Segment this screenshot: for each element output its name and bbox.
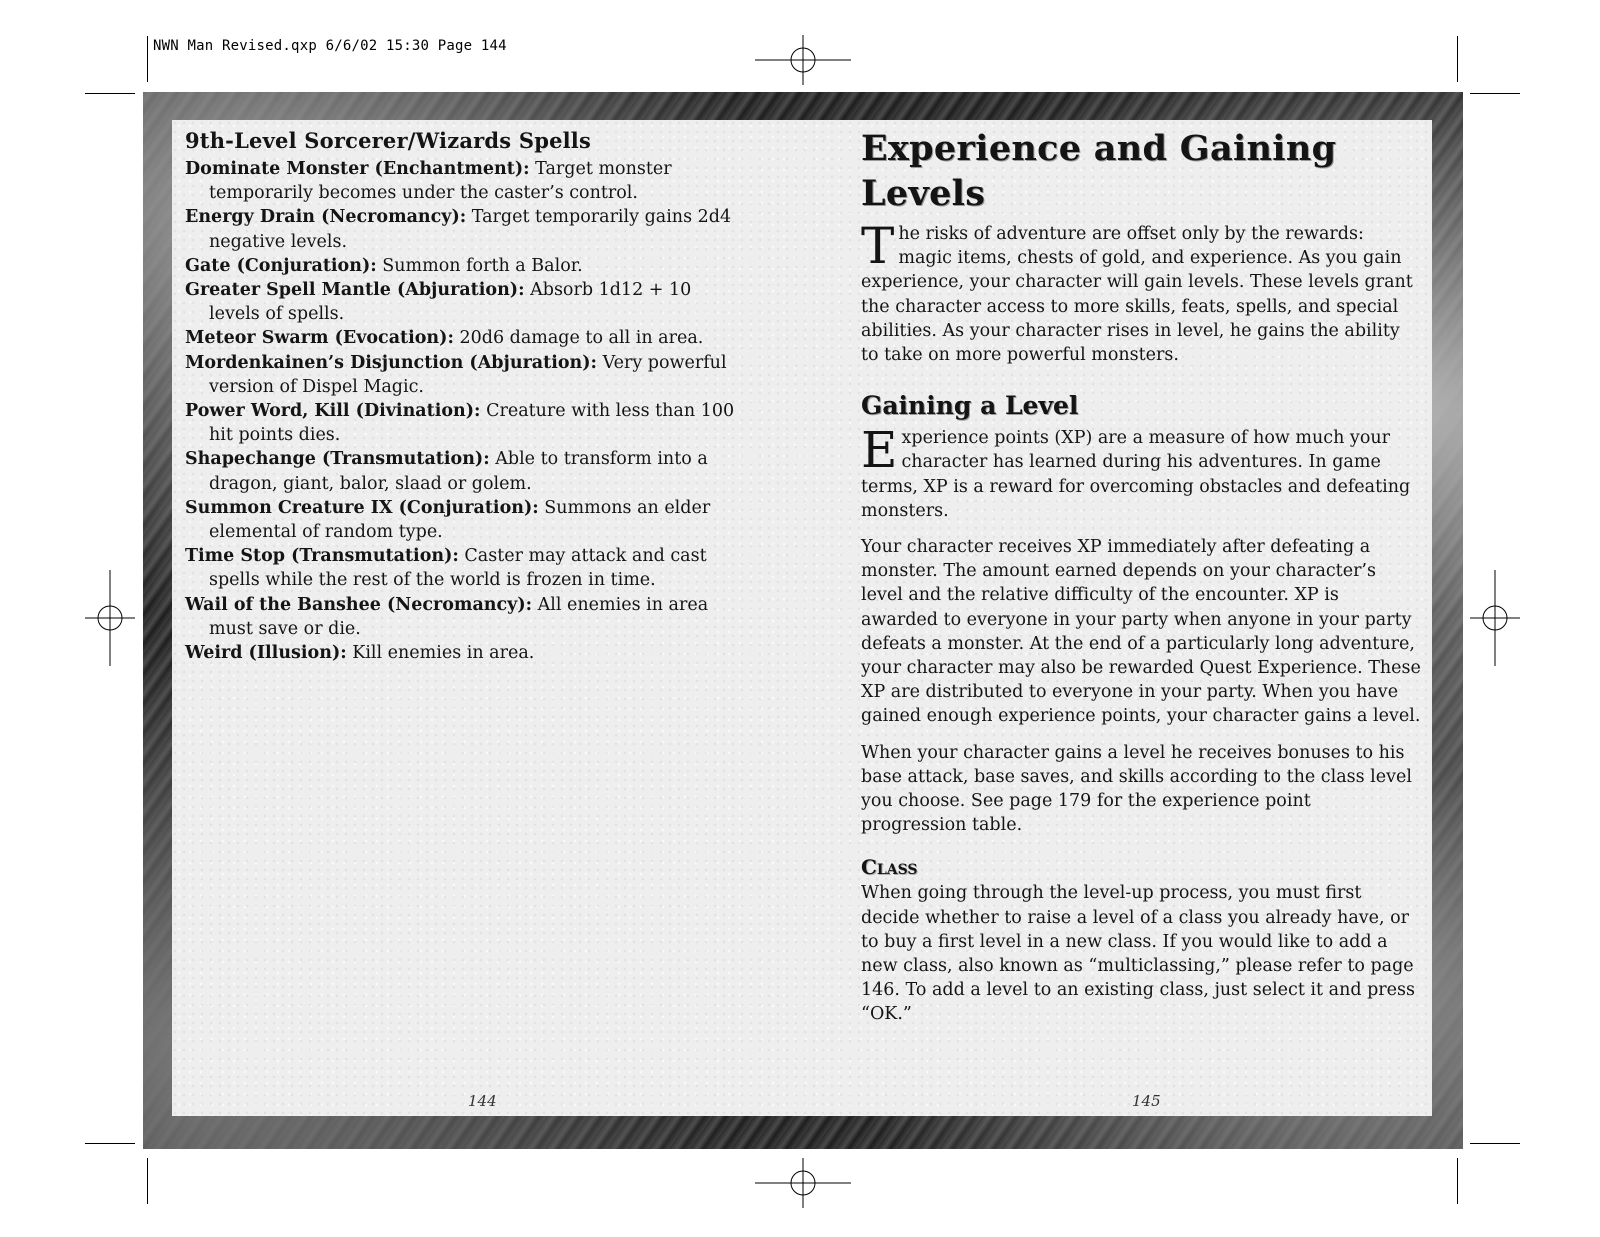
spell-name: Shapechange (Transmutation): (185, 449, 490, 470)
spell-name: Mordenkainen’s Disjunction (Abjuration): (185, 352, 597, 373)
spell-entry (185, 326, 745, 350)
crop-mark (147, 1158, 148, 1204)
crop-mark (1470, 93, 1520, 94)
print-slug: NWN Man Revised.qxp 6/6/02 15:30 Page 144 (153, 38, 507, 54)
crop-mark (85, 1143, 135, 1144)
left-page-column (185, 128, 745, 665)
spell-name: Wail of the Banshee (Necromancy): (185, 594, 533, 615)
page-number-left: 144 (468, 1092, 497, 1110)
registration-mark-top (755, 35, 851, 85)
spell-entry (185, 447, 745, 495)
spell-name: Greater Spell Mantle (Abjuration): (185, 280, 525, 301)
spell-entry (185, 157, 745, 205)
class-paragraph: When going through the level-up process, you must first decide whether to raise a level of a class you already have, or to buy a first level in a new class. If you would like to add a new class, also known as “multiclassing,” please refer to page 146. To add a level to an existing class, just select it and press “OK.” (861, 883, 1415, 1025)
spell-entry (185, 399, 745, 447)
right-page-column (861, 126, 1421, 1039)
spell-entry (185, 544, 745, 592)
spell-name: Power Word, Kill (Divination): (185, 401, 481, 422)
registration-mark-right (1470, 570, 1520, 666)
drop-cap: E (861, 421, 898, 480)
spell-name: Time Stop (Transmutation): (185, 546, 459, 567)
intro-paragraph (861, 217, 1421, 367)
spell-desc: Creature with less than 100 hit points dies. (209, 401, 735, 446)
spell-desc: Summons an elder elemental of random type. (209, 497, 711, 543)
spell-entry (185, 205, 745, 253)
spell-name: Meteor Swarm (Evocation): (185, 328, 454, 349)
crop-mark (147, 36, 148, 82)
spell-entry (185, 593, 745, 641)
registration-mark-left (85, 570, 135, 666)
spell-list (185, 157, 745, 665)
spell-desc: 20d6 damage to all in area. (453, 328, 704, 349)
page-title: Experience and Gaining Levels (861, 128, 1337, 214)
spell-entry (185, 641, 745, 665)
crop-mark (1457, 1158, 1458, 1204)
section-heading: Gaining a Level (861, 391, 1079, 421)
spell-desc: All enemies in area must save or die. (209, 594, 709, 639)
subsection-heading: Class (861, 855, 918, 880)
spell-desc: Able to transform into a dragon, giant, balor, slaad or golem. (209, 449, 708, 494)
spell-name: Energy Drain (Necromancy): (185, 207, 467, 228)
section-paragraph: Your character receives XP immediately after defeating a monster. The amount earned depends on your character’s level and the relative difficulty of the encounter. XP is awarded to everyone in your party when anyone in your party defeats a monster. At the end of a particularly long adventure, your character may also be rewarded Quest Experience. These XP are distributed to everyone in your party. When you have gained enough experience points, your character gains a level. (861, 537, 1421, 727)
spell-name: Dominate Monster (Enchantment): (185, 159, 530, 179)
page-number-right: 145 (1132, 1092, 1161, 1110)
spell-list-heading: 9th-Level Sorcerer/Wizards Spells (185, 128, 592, 153)
intro-text: he risks of adventure are offset only by the rewards: magic items, chests of gold, and experience. As you gain experience, your character will gain levels. These levels grant the character access to more skills, feats, spells, and special abilities. As your character rises in level, he gains the ability to take on more powerful monsters. (861, 224, 1413, 366)
spell-entry (185, 496, 745, 544)
spell-desc: Target monster temporarily becomes under the caster’s control. (209, 159, 672, 204)
spell-desc: Caster may attack and cast spells while the rest of the world is frozen in time. (209, 546, 707, 591)
spell-desc: Kill enemies in area. (346, 643, 535, 664)
spell-name: Gate (Conjuration): (185, 255, 377, 276)
crop-mark (1457, 36, 1458, 82)
spell-name: Weird (Illusion): (185, 643, 347, 664)
crop-mark (1470, 1143, 1520, 1144)
spell-desc: Summon forth a Balor. (376, 255, 583, 276)
crop-mark (85, 93, 135, 94)
spell-entry (185, 351, 745, 399)
section-text: xperience points (XP) are a measure of how much your character has learned during his adventures. In game terms, XP is a reward for overcoming obstacles and defeating monsters. (861, 428, 1411, 521)
spell-name: Summon Creature IX (Conjuration): (185, 497, 539, 518)
spell-desc: Very powerful version of Dispel Magic. (209, 352, 727, 397)
registration-mark-bottom (755, 1158, 851, 1208)
spell-entry (185, 254, 745, 278)
section-paragraph (861, 421, 1421, 523)
spell-desc: Absorb 1d12 + 10 levels of spells. (209, 280, 692, 325)
drop-cap: T (861, 217, 895, 275)
spell-desc: Target temporarily gains 2d4 negative levels. (209, 207, 732, 252)
spell-entry (185, 278, 745, 326)
section-paragraph: When your character gains a level he receives bonuses to his base attack, base saves, and skills according to the class level you choose. See page 179 for the experience point progression table. (861, 742, 1412, 836)
